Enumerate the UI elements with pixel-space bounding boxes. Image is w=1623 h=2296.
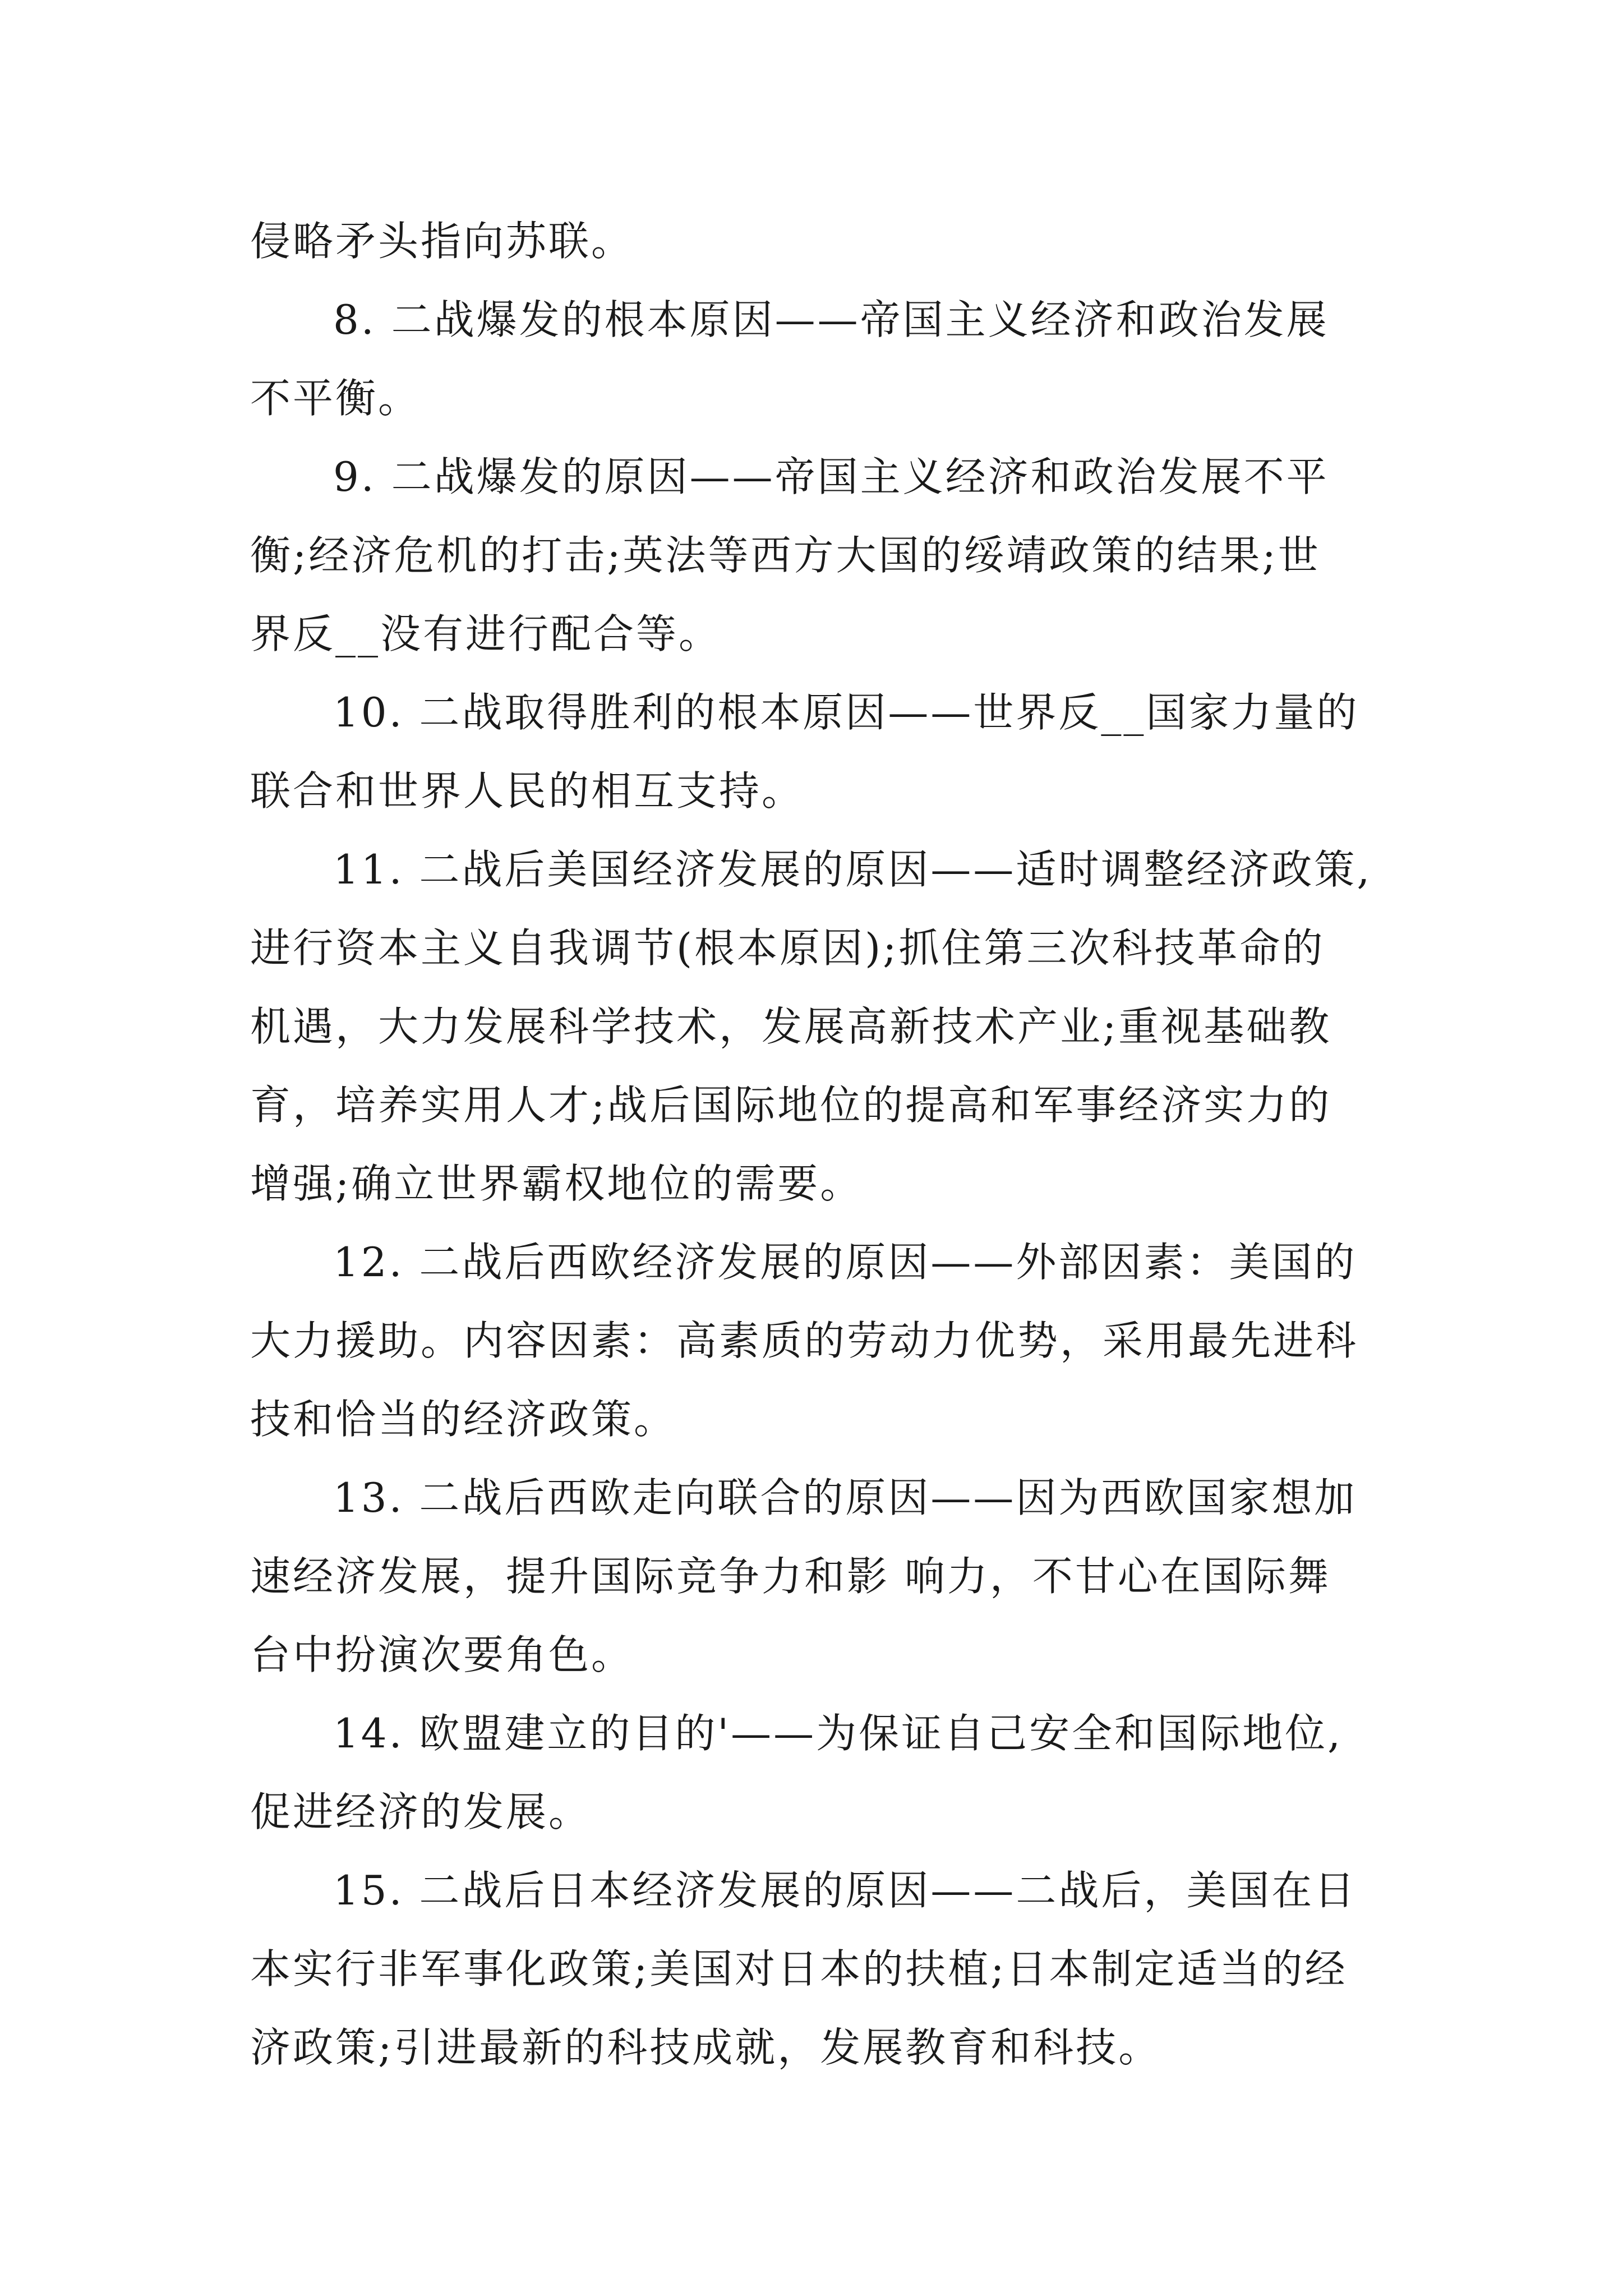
- item-12-line-2: 大力援助。内容因素：高素质的劳动力优势，采用最先进科: [250, 1317, 1359, 1364]
- item-12-line-3: 技和恰当的经济政策。: [250, 1396, 677, 1443]
- text-line: 侵略矛头指向苏联。: [250, 218, 634, 265]
- item-13-line-3: 台中扮演次要角色。: [250, 1631, 634, 1678]
- item-14-line-1: 14. 欧盟建立的目的'——为保证自己安全和国际地位,: [333, 1710, 1343, 1757]
- document-page: [250, 202, 1394, 2087]
- item-9-line-3: 界反__没有进行配合等。: [250, 610, 722, 657]
- item-11-line-3: 机遇，大力发展科学技术，发展高新技术产业;重视基础教: [250, 1003, 1332, 1050]
- item-11-line-1: 11. 二战后美国经济发展的原因——适时调整经济政策,: [333, 846, 1372, 893]
- item-13-line-1: 13. 二战后西欧走向联合的原因——因为西欧国家想加: [333, 1474, 1357, 1521]
- item-12-line-1: 12. 二战后西欧经济发展的原因——外部因素：美国的: [333, 1239, 1357, 1286]
- item-10-line-1: 10. 二战取得胜利的根本原因——世界反__国家力量的: [333, 689, 1359, 736]
- item-10-line-2: 联合和世界人民的相互支持。: [250, 767, 805, 815]
- item-11-line-2: 进行资本主义自我调节(根本原因);抓住第三次科技革命的: [250, 924, 1325, 972]
- item-9-line-1: 9. 二战爆发的原因——帝国主义经济和政治发展不平: [333, 453, 1329, 500]
- item-8-line-1: 8. 二战爆发的根本原因——帝国主义经济和政治发展: [333, 296, 1329, 343]
- item-14-line-2: 促进经济的发展。: [250, 1788, 592, 1835]
- item-15-line-3: 济政策;引进最新的科技成就，发展教育和科技。: [250, 2024, 1161, 2071]
- item-11-line-5: 增强;确立世界霸权地位的需要。: [250, 1160, 863, 1207]
- item-8-line-2: 不平衡。: [250, 375, 421, 422]
- item-15-line-1: 15. 二战后日本经济发展的原因——二战后，美国在日: [333, 1867, 1357, 1914]
- item-11-line-4: 育，培养实用人才;战后国际地位的提高和军事经济实力的: [250, 1082, 1332, 1129]
- item-13-line-2: 速经济发展，提升国际竞争力和影 响力，不甘心在国际舞: [250, 1553, 1331, 1600]
- item-9-line-2: 衡;经济危机的打击;英法等西方大国的绥靖政策的结果;世: [250, 532, 1321, 579]
- item-15-line-2: 本实行非军事化政策;美国对日本的扶植;日本制定适当的经: [250, 1945, 1348, 1993]
